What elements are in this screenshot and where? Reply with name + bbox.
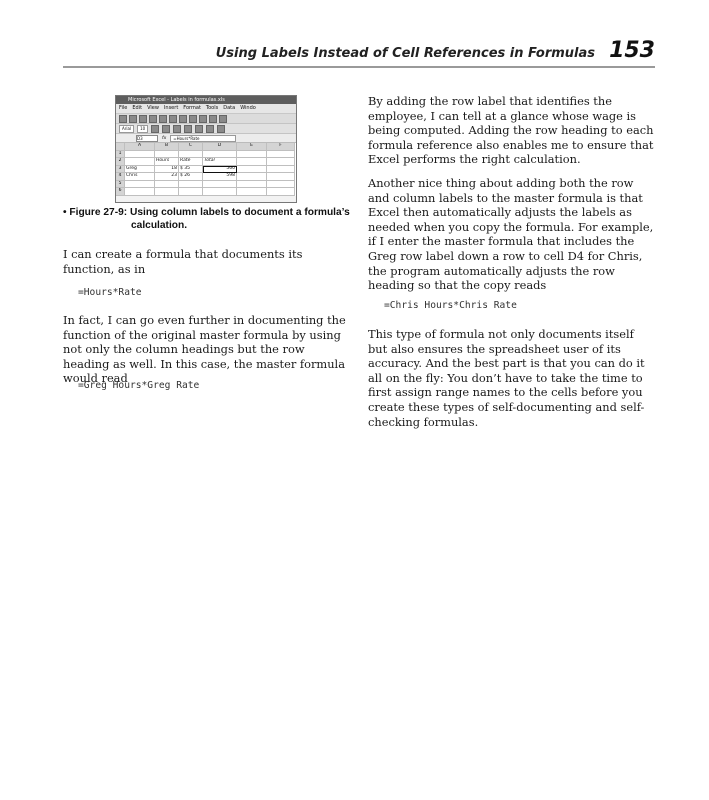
header-rule <box>63 66 655 68</box>
code-line-greg: =Greg Hours*Greg Rate <box>78 380 200 391</box>
running-header <box>63 38 655 68</box>
body-text: In fact, I can go even further in documenting the function of the original master formula by using not only the column headings but the row heading as well. In this case, the master formula would read <box>63 313 346 386</box>
cell <box>237 158 267 166</box>
italic-icon <box>162 125 170 133</box>
body-text: This type of formula not only documents itself but also ensures the spreadsheet user of its accuracy. And the best part is that you can do it all on the fly: You don’t have to take the time to first assign range names to the cells before you create these types of self-documenting and self-checking formulas. <box>368 327 645 429</box>
menu-item: File <box>119 105 128 111</box>
menu-item: Tools <box>205 105 219 111</box>
row-header: 2 <box>116 158 125 166</box>
code-line-hours-rate: =Hours*Rate <box>78 287 142 298</box>
body-text: Another nice thing about adding both the row and column labels to the master formula is that Excel then automatically adjusts the labels as needed when you copy the formula. For example, if I enter the master formula that includes the Greg row label down a row to cell D4 for Chris, the program automatically adjusts the row heading so that the copy reads <box>368 176 654 293</box>
menu-item: Edit <box>132 105 143 111</box>
cell-label-total: Total <box>203 158 237 166</box>
cell <box>267 188 295 196</box>
cell <box>267 158 295 166</box>
paste-icon <box>199 115 207 123</box>
row-header: 1 <box>116 151 125 159</box>
cell-value: 23 <box>155 173 179 181</box>
cell <box>267 151 295 159</box>
right-paragraph-2 <box>368 176 655 293</box>
row-header: 6 <box>116 188 125 196</box>
print-icon <box>149 115 157 123</box>
bold-icon <box>151 125 159 133</box>
formula-bar <box>116 134 296 143</box>
cell-label-chris: Chris <box>125 173 155 181</box>
left-paragraph-1 <box>63 247 348 276</box>
cell-value: 598 <box>203 173 237 181</box>
cell <box>125 181 155 189</box>
preview-icon <box>159 115 167 123</box>
cell-value: $ 35 <box>179 166 203 174</box>
figure-caption <box>63 206 353 232</box>
excel-menu-bar <box>116 104 296 114</box>
page-number: 153 <box>609 38 655 63</box>
excel-screenshot <box>115 95 297 203</box>
cell <box>203 151 237 159</box>
currency-icon <box>217 125 225 133</box>
copy-icon <box>189 115 197 123</box>
figure-label: • Figure 27-9: <box>63 207 128 218</box>
redo-icon <box>219 115 227 123</box>
cell <box>237 173 267 181</box>
cell <box>179 188 203 196</box>
header-title: Using Labels Instead of Cell References in Formulas <box>215 46 595 61</box>
cell <box>155 188 179 196</box>
spelling-icon <box>169 115 177 123</box>
excel-format-toolbar <box>116 124 296 134</box>
align-right-icon <box>206 125 214 133</box>
column-header: C <box>179 143 203 151</box>
menu-item: Insert <box>163 105 179 111</box>
menu-item: Format <box>183 105 201 111</box>
font-size-box: 10 <box>137 125 148 133</box>
cell-value: $ 26 <box>179 173 203 181</box>
underline-icon <box>173 125 181 133</box>
excel-window-title: Microsoft Excel - Labels in formulas.xls <box>116 96 296 104</box>
row-header: 3 <box>116 166 125 174</box>
selected-cell: 560 <box>203 166 237 174</box>
formula-input: =Hours*Rate <box>170 135 236 142</box>
corner-cell <box>116 143 125 151</box>
caption-text: Using column labels to document a formula’s <box>129 207 350 218</box>
cell <box>237 188 267 196</box>
left-paragraph-2 <box>63 313 348 386</box>
cell <box>179 151 203 159</box>
excel-standard-toolbar <box>116 114 296 124</box>
cell <box>267 166 295 174</box>
cell-value: 18 <box>155 166 179 174</box>
cell-label-greg: Greg <box>125 166 155 174</box>
name-box: D3 <box>136 135 158 142</box>
cell <box>203 181 237 189</box>
column-header: F <box>267 143 295 151</box>
menu-item: View <box>147 105 159 111</box>
open-icon <box>129 115 137 123</box>
cell <box>203 188 237 196</box>
right-paragraph-1 <box>368 94 655 167</box>
menu-item: Windo <box>240 105 256 111</box>
cut-icon <box>179 115 187 123</box>
cell-label-hours: Hours <box>155 158 179 166</box>
column-header: D <box>203 143 237 151</box>
caption-text-continued: calculation. <box>131 220 188 231</box>
cell <box>125 188 155 196</box>
right-paragraph-3 <box>368 327 655 429</box>
column-header: E <box>237 143 267 151</box>
fx-icon: fx <box>162 135 167 141</box>
cell-label-rate: Rate <box>179 158 203 166</box>
worksheet-grid <box>116 143 296 196</box>
body-text: I can create a formula that documents its function, as in <box>63 247 303 276</box>
menu-item: Data <box>223 105 236 111</box>
cell <box>237 166 267 174</box>
font-name-box: Arial <box>119 125 134 133</box>
body-text: By adding the row label that identifies the employee, I can tell at a glance whose wage is being computed. Adding the row heading to each formula reference also enables me to ensure that Excel performs the right calculation. <box>368 94 654 167</box>
cell <box>155 181 179 189</box>
column-header: B <box>155 143 179 151</box>
code-line-chris: =Chris Hours*Chris Rate <box>384 300 517 311</box>
align-left-icon <box>184 125 192 133</box>
cell <box>237 181 267 189</box>
save-icon <box>139 115 147 123</box>
cell <box>125 151 155 159</box>
cell <box>179 181 203 189</box>
cell <box>267 181 295 189</box>
row-header: 4 <box>116 173 125 181</box>
row-header: 5 <box>116 181 125 189</box>
cell <box>155 151 179 159</box>
column-header: A <box>125 143 155 151</box>
cell <box>125 158 155 166</box>
undo-icon <box>209 115 217 123</box>
align-center-icon <box>195 125 203 133</box>
cell <box>267 173 295 181</box>
new-icon <box>119 115 127 123</box>
cell <box>237 151 267 159</box>
